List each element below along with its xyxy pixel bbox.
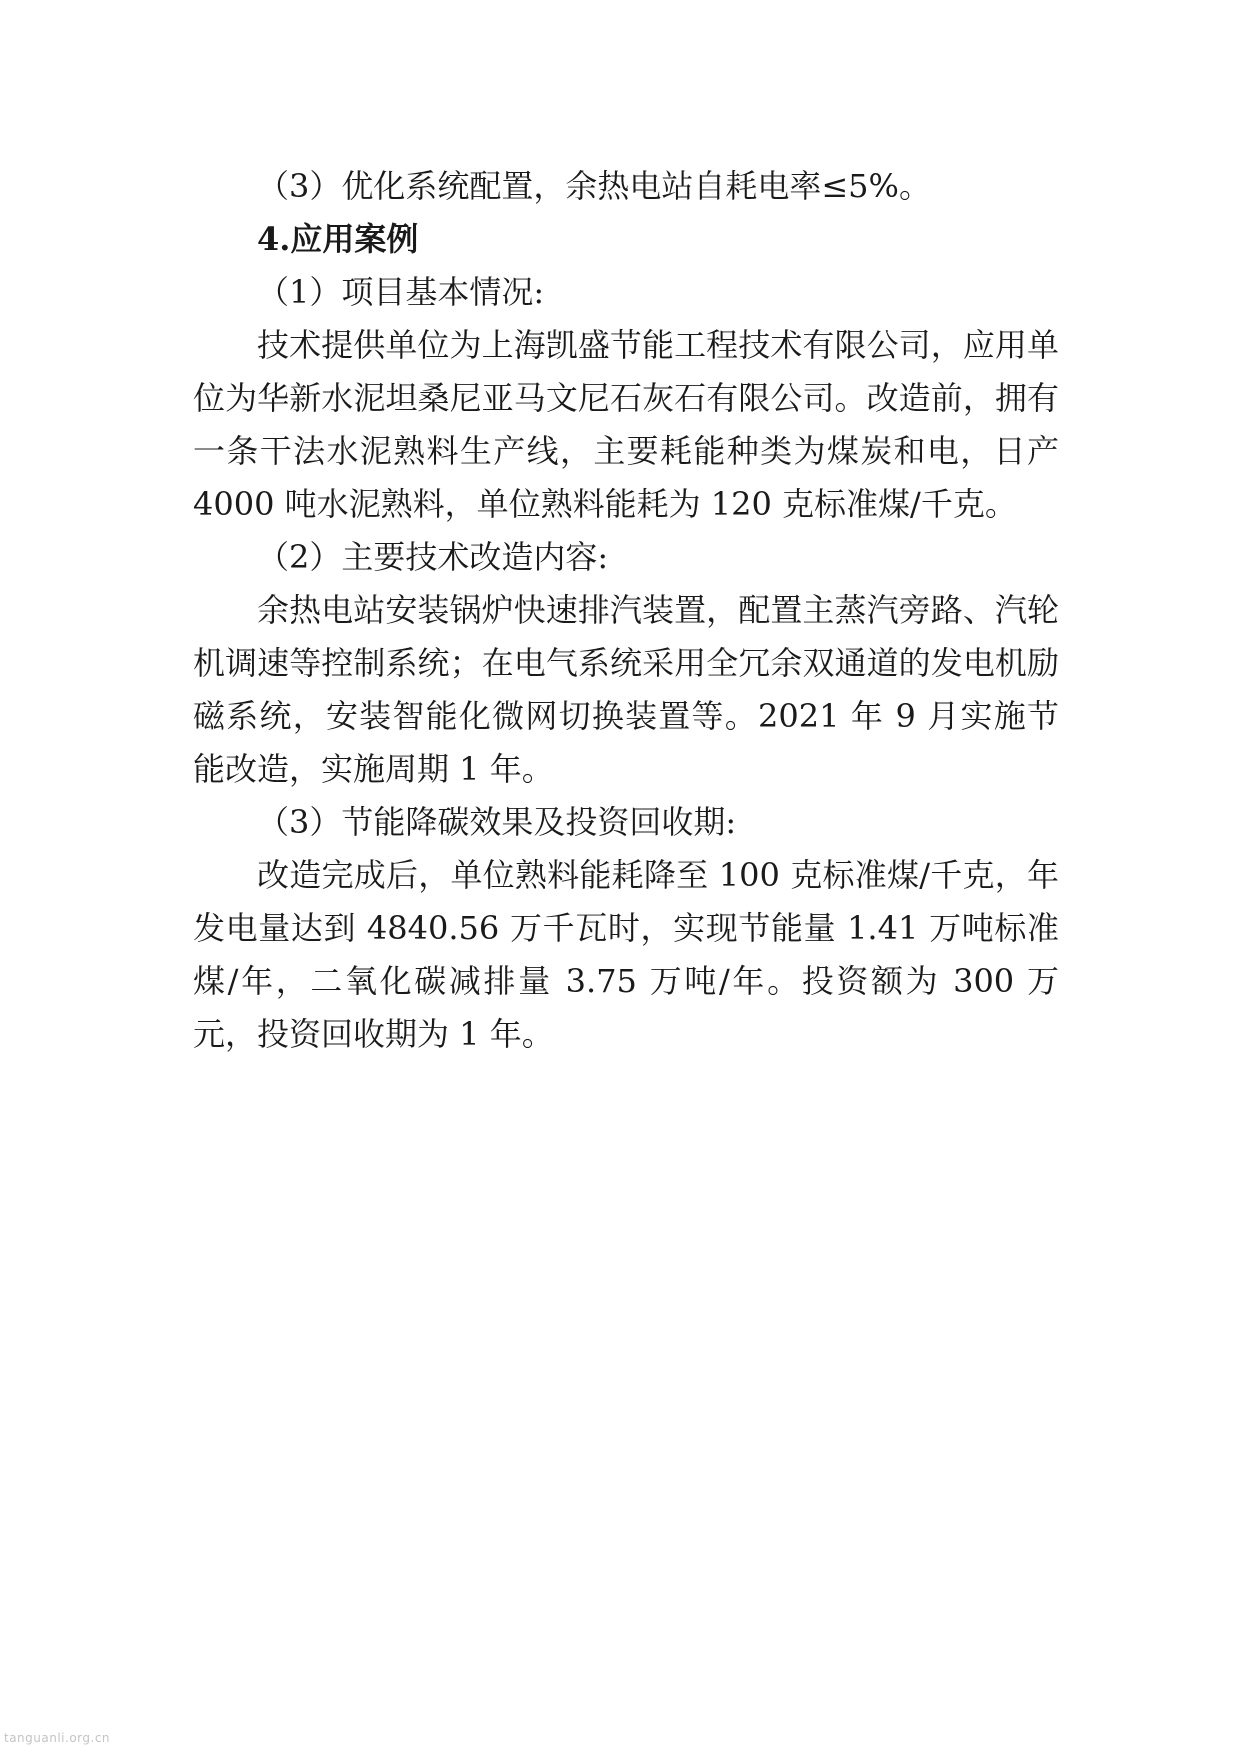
subheading-project-basics: （1）项目基本情况: bbox=[257, 273, 545, 311]
watermark: tanguanli.org.cn bbox=[4, 1731, 111, 1745]
subheading-technical-retrofit: （2）主要技术改造内容: bbox=[257, 538, 609, 576]
document-body bbox=[193, 160, 1059, 1061]
list-item-3: （3）优化系统配置，余热电站自耗电率≤5%。 bbox=[257, 167, 931, 205]
section-heading: 4.应用案例 bbox=[257, 220, 419, 258]
paragraph-effects-payback: 改造完成后，单位熟料能耗降至 100 克标准煤/千克，年发电量达到 4840.56 万千瓦时，实现节能量 1.41 万吨标准煤/年，二氧化碳减排量 3.75 万吨/年。投资额为 300 万元，投资回收期为 1 年。 bbox=[193, 856, 1059, 1053]
paragraph-project-basics: 技术提供单位为上海凯盛节能工程技术有限公司，应用单位为华新水泥坦桑尼亚马文尼石灰石有限公司。改造前，拥有一条干法水泥熟料生产线，主要耗能种类为煤炭和电，日产 4000 吨水泥熟料，单位熟料能耗为 120 克标准煤/千克。 bbox=[193, 326, 1059, 523]
subheading-effects-payback: （3）节能降碳效果及投资回收期: bbox=[257, 803, 737, 841]
paragraph-technical-retrofit: 余热电站安装锅炉快速排汽装置，配置主蒸汽旁路、汽轮机调速等控制系统；在电气系统采用全冗余双通道的发电机励磁系统，安装智能化微网切换装置等。2021 年 9 月实施节能改造，实施周期 1 年。 bbox=[193, 591, 1059, 788]
